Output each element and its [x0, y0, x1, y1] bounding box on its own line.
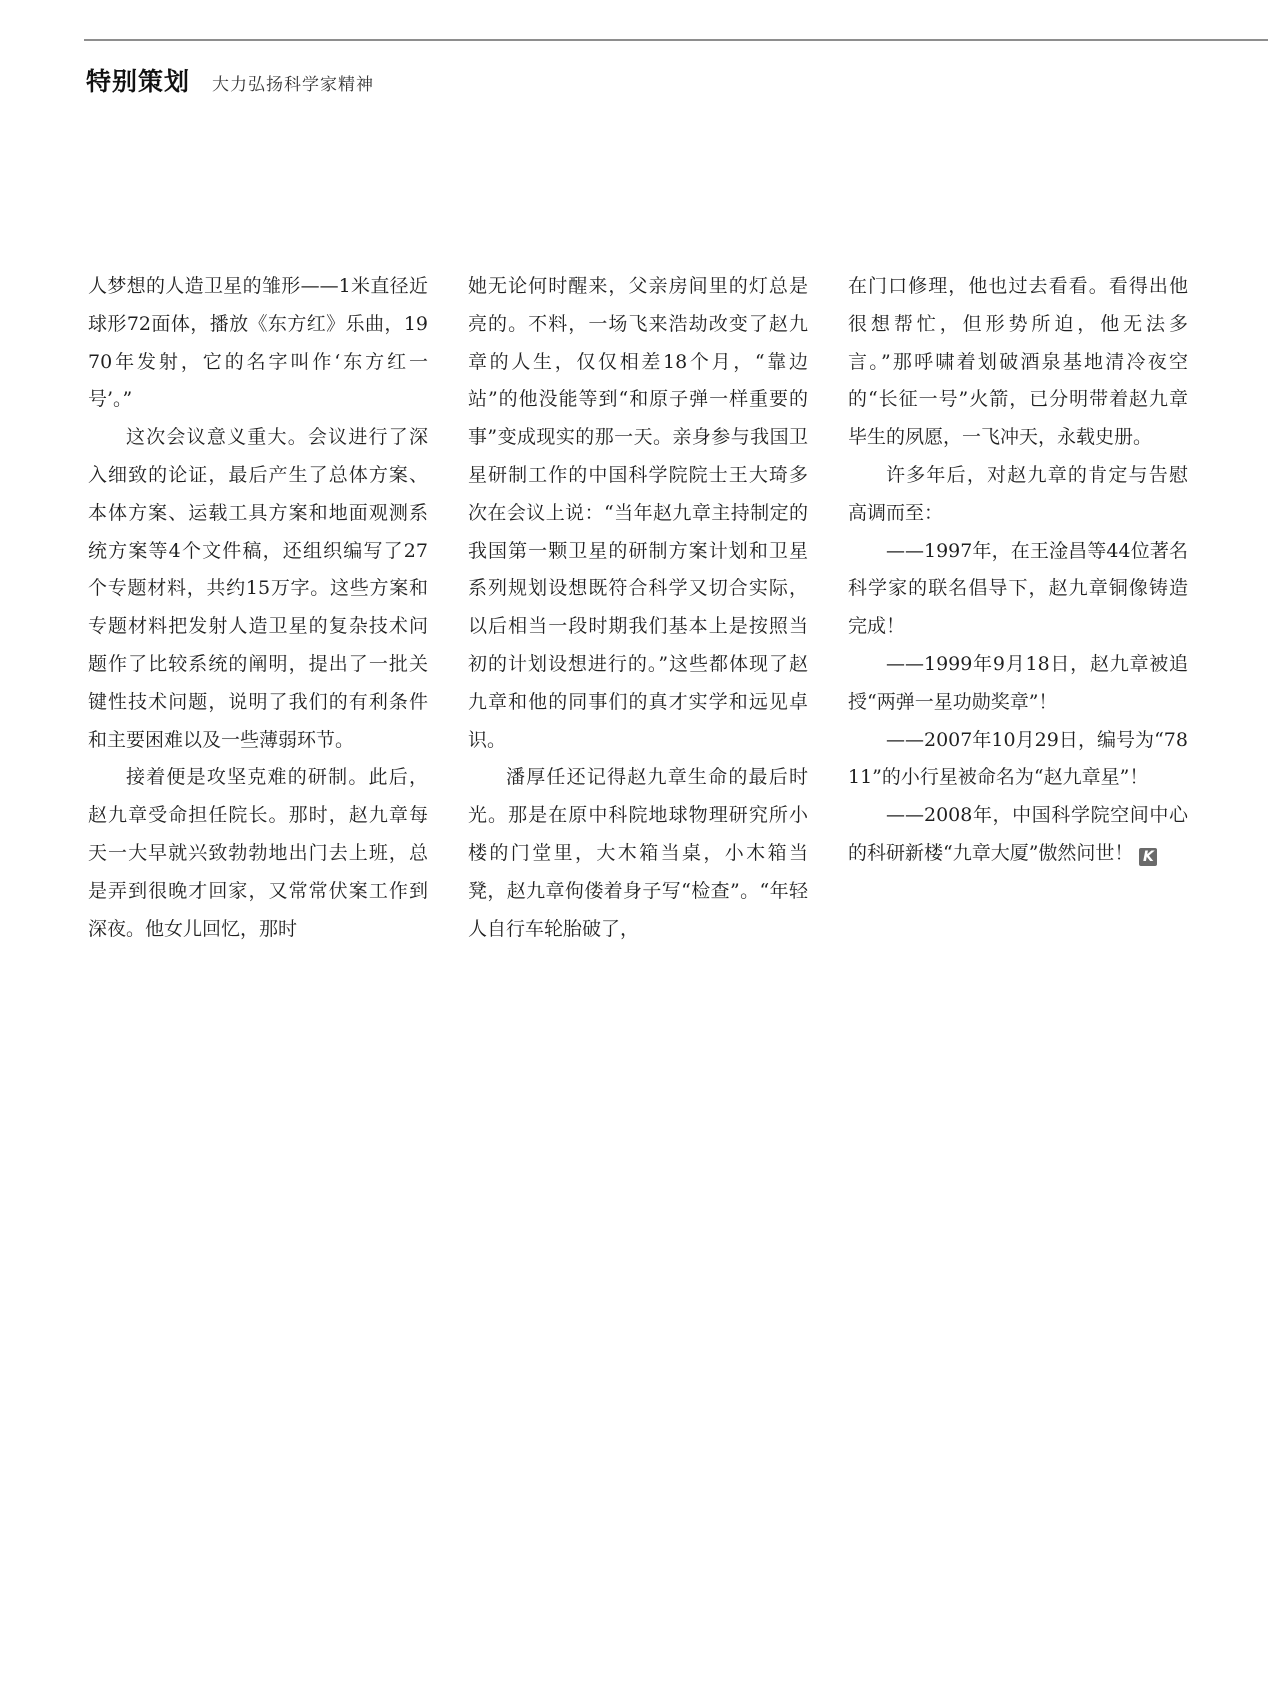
paragraph: 这次会议意义重大。会议进行了深入细致的论证，最后产生了总体方案、本体方案、运载工具方案和地面观测系统方案等4个文件稿，还组织编写了27个专题材料，共约15万字。这些方案和专题材料把发射人造卫星的复杂技术问题作了比较系统的阐明，提出了一批关键性技术问题，说明了我们的有利条件和主要困难以及一些薄弱环节。 [88, 426, 428, 751]
paragraph: 在门口修理，他也过去看看。看得出他很想帮忙，但形势所迫，他无法多言。”那呼啸着划破酒泉基地清冷夜空的“长征一号”火箭，已分明带着赵九章毕生的夙愿，一飞冲天，永载史册。 [848, 275, 1188, 449]
section-subtitle: 大力弘扬科学家精神 [212, 75, 375, 95]
header-rule [84, 39, 1268, 41]
paragraph: ——2007年10月29日，编号为“7811”的小行星被命名为“赵九章星”！ [848, 728, 1188, 789]
paragraph-final [848, 797, 1188, 873]
paragraph: ——1999年9月18日，赵九章被追授“两弹一星功勋奖章”！ [848, 652, 1188, 713]
paragraph: 潘厚任还记得赵九章生命的最后时光。那是在原中科院地球物理研究所小楼的门堂里，大木箱当桌，小木箱当凳，赵九章佝偻着身子写“检查”。“年轻人自行车轮胎破了， [468, 766, 808, 940]
paragraph: 许多年后，对赵九章的肯定与告慰高调而至： [848, 463, 1188, 524]
paragraph: 人梦想的人造卫星的雏形——1米直径近球形72面体，播放《东方红》乐曲，1970年发射，它的名字叫作‘东方红一号’。” [88, 275, 428, 411]
paragraph-text: ——2008年，中国科学院空间中心的科研新楼“九章大厦”傲然问世！ [848, 804, 1188, 864]
article-body [88, 268, 1188, 968]
section-title: 特别策划 [86, 67, 191, 96]
paragraph: 接着便是攻坚克难的研制。此后，赵九章受命担任院长。那时，赵九章每天一大早就兴致勃勃地出门去上班，总是弄到很晚才回家，又常常伏案工作到深夜。他女儿回忆，那时 [88, 766, 428, 940]
column-1 [88, 268, 428, 948]
column-3 [848, 268, 1188, 873]
paragraph: 她无论何时醒来，父亲房间里的灯总是亮的。不料，一场飞来浩劫改变了赵九章的人生，仅仅相差18个月，“靠边站”的他没能等到“和原子弹一样重要的事”变成现实的那一天。亲身参与我国卫星研制工作的中国科学院院士王大琦多次在会议上说：“当年赵九章主持制定的我国第一颗卫星的研制方案计划和卫星系列规划设想既符合科学又切合实际，以后相当一段时期我们基本上是按照当初的计划设想进行的。”这些都体现了赵九章和他的同事们的真才实学和远见卓识。 [468, 275, 808, 751]
paragraph: ——1997年，在王淦昌等44位著名科学家的联名倡导下，赵九章铜像铸造完成！ [848, 539, 1188, 638]
column-2 [468, 268, 808, 948]
end-of-article-icon: K [1139, 848, 1157, 866]
section-header [86, 62, 374, 102]
